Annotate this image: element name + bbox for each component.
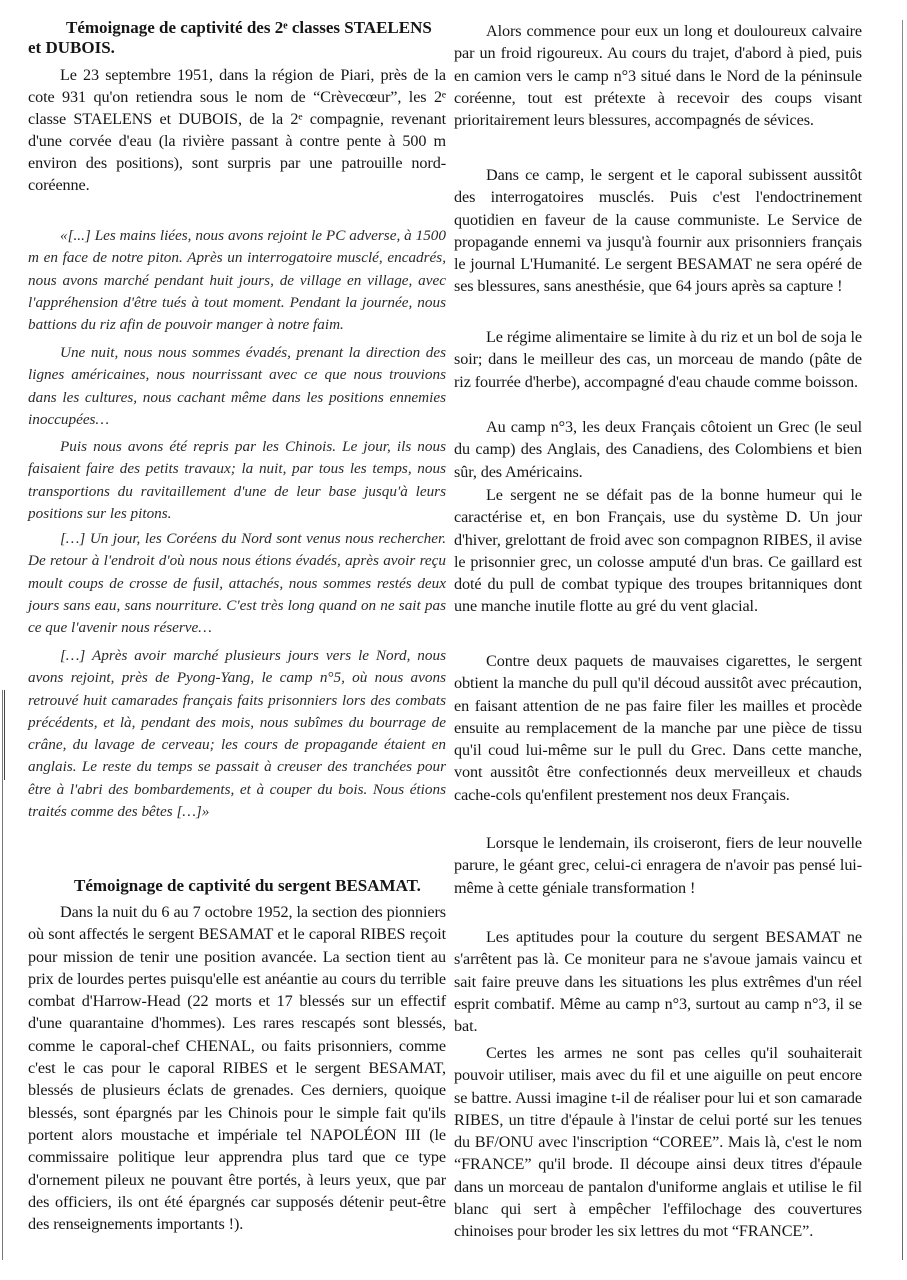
page-edge-left [2,690,3,1260]
right-paragraph-1: Alors commence pour eux un long et douloureux calvaire par un froid rigoureux. Au cours du trajet, d'abord à pied, puis en camion vers le camp n°3 situé dans le Nord de la péninsule coréenne, tout est prétexte à recevoir des coups visant prioritairement leurs blessures, accompagnés de sévices. [454,22,862,130]
quote-paragraph-3: Puis nous avons été repris par les Chinois. Le jour, ils nous faisaient faire des petits travaux; la nuit, par tous les temps, nous transportions du ravitaillement d'une de leur base jusqu'à leurs positions sur les pitons. [28,438,446,522]
right-paragraph-5: Le sergent ne se défait pas de la bonne humeur qui le caractérise et, en bon Français, use du système D. Un jour d'hiver, grelottant de froid avec son compagnon RIBES, il avise le prisonnier grec, un colosse amputé d'un bras. Ce gaillard est doté du pull de combat typique des troupes britanniques dont une manche inutile flotte au gré du vent glacial. [454,486,862,616]
right-paragraph-3: Le régime alimentaire se limite à du riz et un bol de soja le soir; dans le meilleur des cas, un morceau de mando (pâte de riz fourrée d'herbe), accompagné d'eau chaude comme boisson. [454,328,862,391]
quote-paragraph-5: […] Après avoir marché plusieurs jours vers le Nord, nous avons rejoint, près de Pyong-Yang, le camp n°5, où nous avons retrouvé huit camarades français faits prisonniers lors des combats précédents, et là, pendant des mois, nous subîmes du bourrage de crâne, du lavage de cerveau; les cours de propagande étaient en anglais. Le reste du temps se passait à creuser des tranchées pour être à l'abri des bombardements, et à couper du bois. Nous étions traités comme des bêtes […]» [28,647,446,821]
right-paragraph-7: Lorsque le lendemain, ils croiseront, fiers de leur nouvelle parure, le géant grec, celui-ci enragera de n'avoir pas pensé lui-même à cette géniale transformation ! [454,834,862,897]
quote-paragraph-4: […] Un jour, les Coréens du Nord sont venus nous rechercher. De retour à l'endroit d'où nous nous étions évadés, après avoir reçu moult coups de crosse de fusil, attachés, nous sommes restés deux jours sans eau, sans nourriture. C'est très long quand on ne sait pas ce que l'avenir nous réserve… [28,530,446,637]
quote-paragraph-2: Une nuit, nous nous sommes évadés, prenant la direction des lignes américaines, nous nourrissant avec ce que nous trouvions dans les cultures, nous cachant même dans les positions ennemies inoccupées… [28,344,446,428]
section-title-staelens-dubois: Témoignage de captivité des 2ᵉ classes STAELENS et DUBOIS. [28,18,432,57]
right-paragraph-6: Contre deux paquets de mauvaises cigarettes, le sergent obtient la manche du pull qu'il découd aussitôt avec précaution, en faisant attention de ne pas faire filer les mailles et procède ensuite au remplacement de la manche par une pièce de tissu qu'il coud lui-même sur le pull du Grec. Dans cette manche, vont aussitôt être confectionnés deux merveilleux et chauds cache-cols qu'enfilent prestement nos deux Français. [454,652,862,804]
right-paragraph-8: Les aptitudes pour la couture du sergent BESAMAT ne s'arrêtent pas là. Ce moniteur para ne s'avoue jamais vaincu et sait faire preuve dans les situations les plus extrêmes d'un réel esprit combatif. Même au camp n°3, surtout au camp n°3, il se bat. [454,928,862,1036]
scan-mark [4,690,5,780]
section2-paragraph: Dans la nuit du 6 au 7 octobre 1952, la section des pionniers où sont affectés le sergent BESAMAT et le caporal RIBES reçoit pour mission de tenir une position avancée. La section tient au prix de lourdes pertes puisqu'elle est anéantie au cours du terrible combat d'Harrow-Head (22 morts et 17 blessés sur un effectif d'une quarantaine d'hommes). Les rares rescapés sont blessés, comme le caporal-chef CHENAL, ou faits prisonniers, comme c'est le cas pour le caporal RIBES et le sergent BESAMAT, blessés de plusieurs éclats de grenades. Ces derniers, quoique blessés, sont épargnés par les Chinois pour le simple fait qu'ils portent alors moustache et impériale tel NAPOLÉON III (le commissaire politique leur apprendra plus tard que ce type d'ornement pileux ne pouvant être portés, à leurs yeux, que par des officiers, ils ont été épargnés car supposés détenir peut-être des renseignements importants !). [28,903,446,1234]
section-title-besamat: Témoignage de captivité du sergent BESAMAT. [74,876,421,895]
quote-paragraph-1: «[...] Les mains liées, nous avons rejoint le PC adverse, à 1500 m en face de notre piton. Après un interrogatoire musclé, encadrés, nous avons marché pendant huit jours, de village en village, avec l'appréhension d'être tués à tout moment. Pendant la journée, nous battions du riz afin de pouvoir manger à notre faim. [28,227,446,334]
right-paragraph-9: Certes les armes ne sont pas celles qu'il souhaiterait pouvoir utiliser, mais avec du fil et une aiguille on peut encore se battre. Aussi imagine t-il de réaliser pour lui et son camarade RIBES, un titre d'épaule à l'instar de celui porté sur les tenues du BF/ONU avec l'inscription “COREE”. Mais là, c'est le nom “FRANCE” qu'il brode. Il découpe ainsi deux titres d'épaule dans un morceau de pantalon d'uniforme anglais et utilise le fil blanc qui sert à empêcher l'effilochage des couvertures chinoises pour broder les six lettres du mot “FRANCE”. [454,1044,862,1241]
section1-intro-paragraph: Le 23 septembre 1951, dans la région de Piari, près de la cote 931 qu'on retiendra sous le nom de “Crèvecœur”, les 2ᵉ classe STAELENS et DUBOIS, de la 2ᵉ compagnie, revenant d'une corvée d'eau (la rivière passant à contre pente à 500 m environ des positions), sont surpris par une patrouille nord-coréenne. [28,66,446,195]
right-paragraph-4: Au camp n°3, les deux Français côtoient un Grec (le seul du camp) des Anglais, des Canadiens, des Colombiens et bien sûr, des Américains. [454,418,862,481]
right-paragraph-2: Dans ce camp, le sergent et le caporal subissent aussitôt des interrogatoires musclés. Puis c'est l'endoctrinement quotidien en faveur de la cause communiste. Le Service de propagande ennemi va jusqu'à fournir aux prisonniers français le journal L'Humanité. Le sergent BESAMAT ne sera opéré de ses blessures, sans anesthésie, que 64 jours après sa capture ! [454,166,862,296]
page-edge-right [902,20,903,1260]
